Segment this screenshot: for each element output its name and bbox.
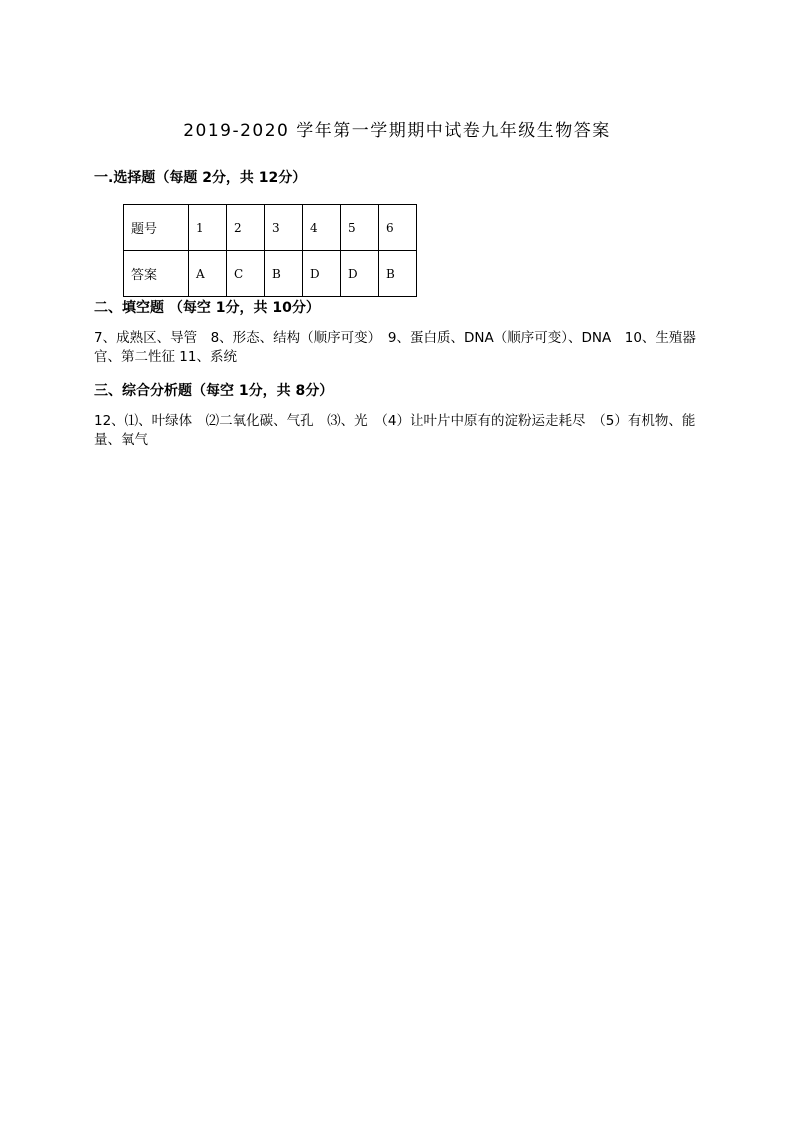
table-cell-number: 3 (265, 205, 303, 251)
section-heading-multiple-choice: 一.选择题（每题 2分，共 12分） (94, 170, 307, 186)
table-cell-number: 5 (341, 205, 379, 251)
answer-table (123, 204, 417, 297)
section-heading-fill-in: 二、填空题 （每空 1分，共 10分） (94, 300, 320, 316)
table-cell-number: 4 (303, 205, 341, 251)
table-cell-answer: B (265, 251, 303, 297)
table-cell-answer: D (303, 251, 341, 297)
table-cell-number: 6 (379, 205, 417, 251)
table-row-answers (124, 251, 417, 297)
analysis-answers: 12、⑴、叶绿体 ⑵二氧化碳、气孔 ⑶、光 （4）让叶片中原有的淀粉运走耗尽 （5）有机物、能量、氧气 (94, 413, 696, 448)
table-cell-number: 1 (189, 205, 227, 251)
table-cell-answer: D (341, 251, 379, 297)
table-cell-number: 2 (227, 205, 265, 251)
table-row-header: 答案 (124, 251, 189, 297)
table-cell-answer: A (189, 251, 227, 297)
table-cell-answer: C (227, 251, 265, 297)
section-heading-analysis: 三、综合分析题（每空 1分，共 8分） (94, 383, 334, 399)
fill-in-answers: 7、成熟区、导管 8、形态、结构（顺序可变） 9、蛋白质、DNA（顺序可变）、DNA 10、生殖器官、第二性征 11、系统 (94, 330, 696, 365)
table-cell-answer: B (379, 251, 417, 297)
document-title: 2019-2020 学年第一学期期中试卷九年级生物答案 (183, 121, 611, 141)
table-row-header: 题号 (124, 205, 189, 251)
table-row-numbers (124, 205, 417, 251)
